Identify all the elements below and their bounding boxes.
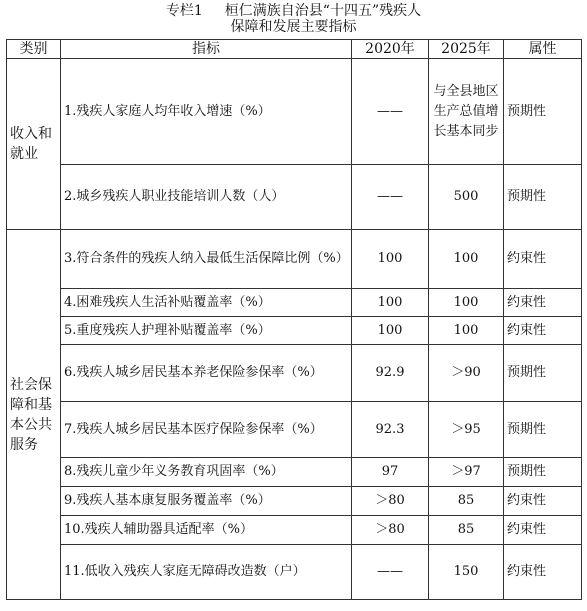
indicator-cell: 5.重度残疾人护理补贴覆盖率（%） xyxy=(61,317,352,345)
value-2025-cell: 100 xyxy=(429,317,504,345)
value-2020-cell: 100 xyxy=(352,289,429,317)
header-2020: 2020年 xyxy=(352,40,429,59)
table-row xyxy=(7,516,582,545)
value-2025-cell: ＞90 xyxy=(429,345,504,402)
value-2020-cell: ＞80 xyxy=(352,487,429,516)
indicator-cell: 6.残疾人城乡居民基本养老保险参保率（%） xyxy=(61,345,352,402)
indicator-cell: 3.符合条件的残疾人纳入最低生活保障比例（%） xyxy=(61,230,352,289)
table-row xyxy=(7,230,582,289)
attribute-cell: 约束性 xyxy=(504,516,582,545)
table-row xyxy=(7,59,582,165)
attribute-cell: 预期性 xyxy=(504,458,582,487)
value-2020-cell: 97 xyxy=(352,458,429,487)
header-category: 类别 xyxy=(7,40,61,59)
value-2020-cell: ＞80 xyxy=(352,516,429,545)
category-social: 社会保障和基本公共服务 xyxy=(7,230,61,600)
column-label: 专栏1 xyxy=(165,3,203,19)
attribute-cell: 约束性 xyxy=(504,317,582,345)
table-row xyxy=(7,165,582,230)
value-2020-cell: 100 xyxy=(352,230,429,289)
table-row xyxy=(7,289,582,317)
attribute-cell: 预期性 xyxy=(504,165,582,230)
table-row xyxy=(7,545,582,600)
indicators-table xyxy=(6,39,582,600)
caption-line-1 xyxy=(0,3,587,20)
attribute-cell: 预期性 xyxy=(504,402,582,458)
indicator-cell: 8.残疾儿童少年义务教育巩固率（%） xyxy=(61,458,352,487)
value-2025-cell: 500 xyxy=(429,165,504,230)
value-2020-cell: 92.9 xyxy=(352,345,429,402)
value-2025-cell: 85 xyxy=(429,516,504,545)
value-2025-cell: 150 xyxy=(429,545,504,600)
value-2020-cell: 100 xyxy=(352,317,429,345)
attribute-cell: 约束性 xyxy=(504,487,582,516)
attribute-cell: 约束性 xyxy=(504,545,582,600)
caption-title: 桓仁满族自治县“十四五”残疾人 xyxy=(224,3,422,19)
indicator-cell: 1.残疾人家庭人均年收入增速（%） xyxy=(61,59,352,165)
table-row xyxy=(7,458,582,487)
header-attribute: 属性 xyxy=(504,40,582,59)
header-2025: 2025年 xyxy=(429,40,504,59)
indicator-cell: 2.城乡残疾人职业技能培训人数（人） xyxy=(61,165,352,230)
caption-subtitle: 保障和发展主要指标 xyxy=(230,19,357,35)
attribute-cell: 约束性 xyxy=(504,230,582,289)
value-2020-cell: 92.3 xyxy=(352,402,429,458)
value-2020-cell: —— xyxy=(352,545,429,600)
indicator-cell: 4.困难残疾人生活补贴覆盖率（%） xyxy=(61,289,352,317)
table-row xyxy=(7,487,582,516)
header-row xyxy=(7,40,582,59)
value-2025-cell: 与全县地区生产总值增长基本同步 xyxy=(429,59,504,165)
table-caption xyxy=(0,3,587,35)
table-row xyxy=(7,317,582,345)
value-2025-cell: ＞95 xyxy=(429,402,504,458)
attribute-cell: 预期性 xyxy=(504,59,582,165)
table-row xyxy=(7,402,582,458)
header-indicator: 指标 xyxy=(61,40,352,59)
value-2025-cell: 85 xyxy=(429,487,504,516)
value-2025-cell: 100 xyxy=(429,230,504,289)
value-2025-cell: ＞97 xyxy=(429,458,504,487)
category-income: 收入和就业 xyxy=(7,59,61,230)
indicator-cell: 7.残疾人城乡居民基本医疗保险参保率（%） xyxy=(61,402,352,458)
attribute-cell: 预期性 xyxy=(504,345,582,402)
indicator-cell: 9.残疾人基本康复服务覆盖率（%） xyxy=(61,487,352,516)
attribute-cell: 约束性 xyxy=(504,289,582,317)
value-2020-cell: —— xyxy=(352,165,429,230)
table-row xyxy=(7,345,582,402)
indicator-cell: 10.残疾人辅助器具适配率（%） xyxy=(61,516,352,545)
value-2025-cell: 100 xyxy=(429,289,504,317)
value-2020-cell: —— xyxy=(352,59,429,165)
indicator-cell: 11.低收入残疾人家庭无障碍改造数（户） xyxy=(61,545,352,600)
